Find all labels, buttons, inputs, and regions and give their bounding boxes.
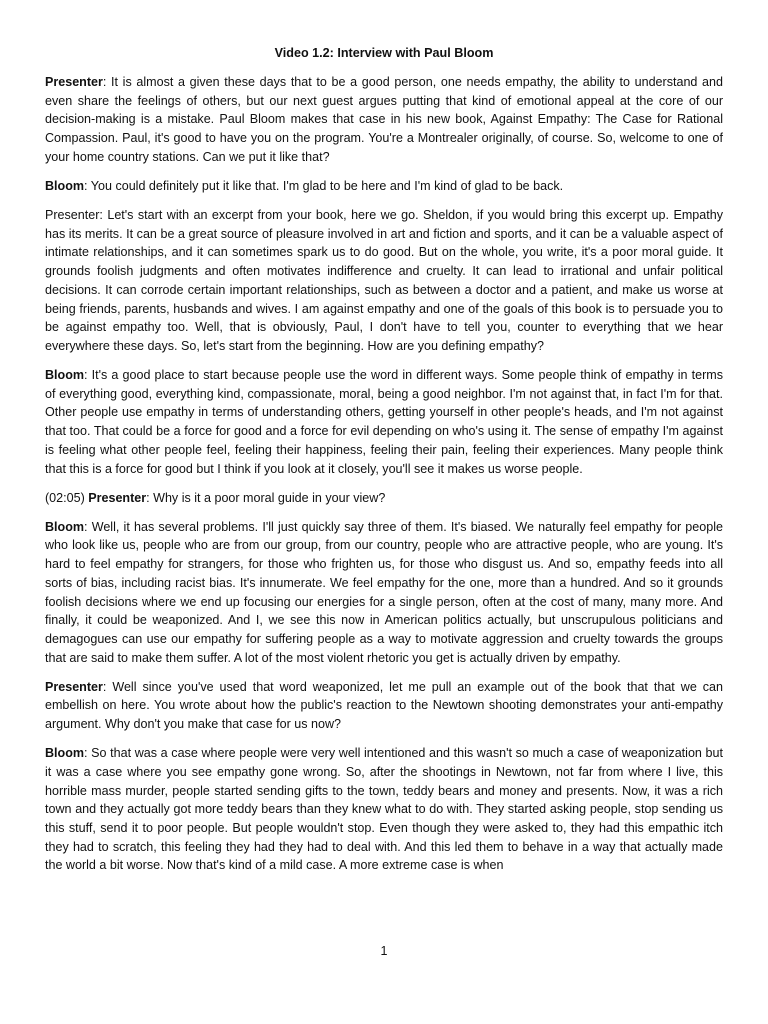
paragraph-text: : Well since you've used that word weaponized, let me pull an example out of the book that that we can embellish on here. You wrote about how the public's reaction to the Newtown shooting demonstrates your anti-empathy argument. Why don't you make that case for us now?: [45, 679, 723, 732]
speaker-label: Presenter: [88, 490, 147, 505]
page-number: 1: [380, 944, 388, 958]
speaker-label: Bloom: [45, 178, 85, 193]
speaker-label: Presenter: [45, 679, 103, 694]
speaker-label: Bloom: [45, 368, 85, 383]
paragraph-4: [45, 366, 723, 478]
paragraph-text: : Why is it a poor moral guide in your view?: [146, 490, 386, 505]
paragraph-5: [45, 489, 723, 508]
paragraph-6: [45, 518, 723, 668]
speaker-label: Presenter: [45, 75, 103, 89]
paragraph-3: [45, 206, 723, 356]
paragraph-1: [45, 73, 723, 167]
paragraph-8: [45, 744, 723, 875]
speaker-label: Bloom: [45, 746, 85, 761]
document-page: [45, 44, 723, 886]
paragraph-text: Presenter: Let's start with an excerpt from your book, here we go. Sheldon, if you would bring this excerpt up. Empathy has its merits. It can be a great source of pleasure involved in art and fiction and sports, and it can be a valuable aspect of intimate relationships, and it can sometimes spark us to do good. But on the whole, you write, it's a poor moral guide. It grounds foolish judgments and often motivates indifference and cruelty. It can lead to irrational and unfair political decisions. It can corrode certain important relationships, such as between a doctor and a patient, and make us worse at being friends, parents, husbands and wives. I am against empathy and one of the goals of this book is to persuade you to be against empathy too. Well, that is obviously, Paul, I don't have to tell you, counter to everything that we hear everywhere these days. So, let's start from the beginning. How are you defining empathy?: [45, 208, 723, 353]
timestamp: (02:05): [45, 490, 89, 505]
paragraph-text: : You could definitely put it like that. I'm glad to be here and I'm kind of glad to be back.: [84, 178, 564, 193]
document-title: Video 1.2: Interview with Paul Bloom: [274, 46, 494, 60]
speaker-label: Bloom: [45, 519, 85, 534]
paragraph-text: : Well, it has several problems. I'll just quickly say three of them. It's biased. We naturally feel empathy for people who look like us, people who are from our group, from our country, people who are attractive people, who are young. It's hard to feel empathy for strangers, for those who frighten us, for those who disgust us. And so, empathy feeds into all sorts of bias, including racist bias. It's innumerate. We feel empathy for the one, more than a hundred. And so it grounds foolish decisions where we end up focusing our energies for a single person, often at the cost of many, many more. And finally, it could be weaponized. And I, we see this now in American politics actually, but unscrupulous politicians and demagogues can use our empathy for suffering people as a way to motivate aggression and cruelty towards the groups that are said to make them suffer. A lot of the most violent rhetoric you get is actually driven by empathy.: [45, 519, 723, 665]
paragraph-2: [45, 177, 723, 196]
paragraph-text: : So that was a case where people were very well intentioned and this wasn't so much a case of weaponization but it was a case where you see empathy gone wrong. So, after the shootings in Newtown, not far from where I live, this horrible mass murder, people started sending gifts to the town, teddy bears and money and presents. Now, it was a rich town and they actually got more teddy bears than they knew what to do with. They started asking people, stop sending us this stuff, send it to poor people. But people wouldn't stop. Even though they were asked to, they had this empathic itch they had to scratch, this feeling they had they had to deal with. And this led them to behave in a way that actually made the world a bit worse. Now that's kind of a mild case. A more extreme case is when: [45, 746, 723, 873]
paragraph-text: : It's a good place to start because people use the word in different ways. Some people think of empathy in terms of everything good, everything kind, compassionate, moral, being a good neighbor. I'm not against that, in fact I'm for that. Other people use empathy in terms of understanding others, getting yourself in other people's heads, and I'm not against that too. That could be a force for good and a force for evil depending on who's using it. The sense of empathy I'm against is feeling what other people feel, feeling their happiness, feeling their pain, feeling their experiences. Many people think that this is a force for good but I think if you look at it closely, you'll see it makes us worse people.: [45, 368, 723, 476]
paragraph-7: [45, 678, 723, 734]
paragraph-text: : It is almost a given these days that to be a good person, one needs empathy, the ability to understand and even share the feelings of others, but our next guest argues putting that kind of emotional appeal at the core of our decision-making is a mistake. Paul Bloom makes that case in his new book, Against Empathy: The Case for Rational Compassion. Paul, it's good to have you on the program. You're a Montrealer originally, of course. So, welcome to one of your home country stations. Can we put it like that?: [45, 75, 723, 164]
